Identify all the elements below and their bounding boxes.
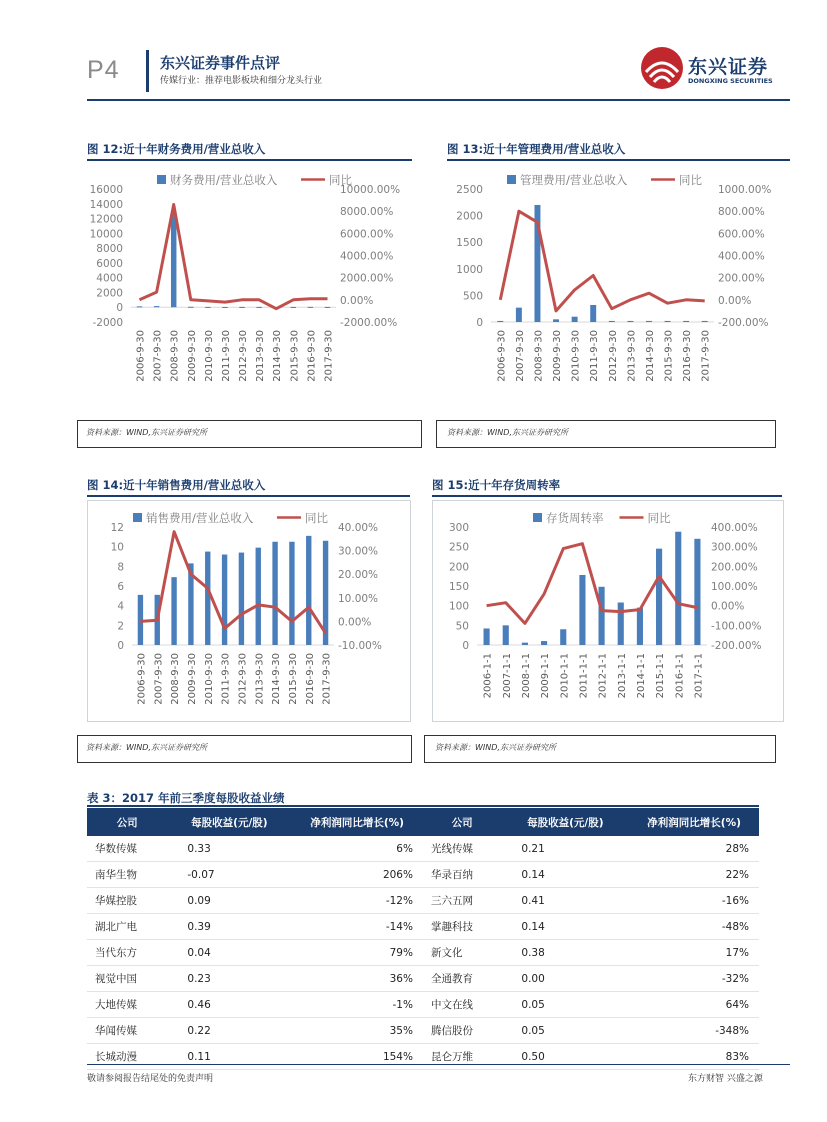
figure-14-source-box (77, 735, 412, 763)
x-tick-label: 2014-1-1 (635, 653, 647, 699)
legend-line-label: 同比 (647, 511, 671, 525)
table-title: 表 3：2017 年前三季度每股收益业绩 (87, 791, 285, 805)
cell-eps: 0.50 (501, 1044, 629, 1070)
header-growth-2: 净利润同比增长(%) (629, 808, 759, 836)
cell-growth: -14% (291, 914, 423, 940)
x-tick-label: 2007-1-1 (501, 653, 513, 699)
x-tick-label: 2007-9-30 (153, 653, 165, 705)
legend-line-label: 同比 (305, 511, 328, 525)
cell-growth: 206% (291, 862, 423, 888)
cell-company: 腾信股份 (423, 1018, 501, 1044)
left-tick-label: 100 (448, 600, 469, 613)
table-row (87, 940, 759, 966)
cell-company: 昆仑万维 (423, 1044, 501, 1070)
x-tick-label: 2017-9-30 (321, 653, 333, 705)
right-tick-label: 4000.00% (340, 250, 394, 263)
bar (239, 307, 244, 308)
x-tick-label: 2012-1-1 (597, 653, 609, 699)
cell-growth: -12% (291, 888, 423, 914)
figure-13-title: 图 13:近十年管理费用/营业总收入 (447, 142, 626, 156)
cell-growth: -348% (629, 1018, 759, 1044)
left-tick-label: 50 (455, 620, 469, 633)
cell-growth: -32% (629, 966, 759, 992)
left-tick-label: 6000 (96, 257, 123, 270)
left-tick-label: 250 (448, 541, 469, 554)
bar (137, 306, 142, 307)
chart-legend (157, 173, 352, 187)
left-tick-label: 4000 (96, 272, 123, 285)
figure-15-source: 资料来源：WIND,东兴证券研究所 (435, 743, 556, 752)
cell-eps: 0.05 (501, 992, 629, 1018)
bar (503, 625, 509, 645)
left-tick-label: 8 (117, 561, 124, 574)
cell-growth: 154% (291, 1044, 423, 1070)
figure-15-source-box (424, 735, 776, 763)
x-tick-label: 2016-9-30 (682, 330, 694, 382)
x-tick-label: 2010-9-30 (570, 330, 582, 382)
legend-bar-label: 存货周转率 (546, 511, 604, 525)
report-title: 东兴证券事件点评 (160, 54, 281, 72)
bar (171, 211, 176, 307)
chart-legend (533, 511, 671, 525)
x-tick-label: 2012-9-30 (238, 330, 250, 382)
table-row (87, 836, 759, 862)
bar (553, 319, 559, 322)
left-tick-label: 0 (476, 317, 483, 329)
chart-legend (133, 511, 328, 525)
cell-eps: 0.41 (501, 888, 629, 914)
cell-company: 新文化 (423, 940, 501, 966)
right-tick-label: 800.00% (718, 206, 765, 219)
figure-12-title: 图 12:近十年财务费用/营业总收入 (87, 142, 266, 156)
figure-12-source-box (77, 420, 422, 448)
bar (609, 321, 615, 322)
bar (541, 641, 547, 645)
table-row (87, 992, 759, 1018)
cell-growth: 28% (629, 836, 759, 862)
figure-14-rule (87, 495, 410, 497)
bar (171, 577, 176, 645)
bar (205, 307, 210, 308)
bar (325, 307, 330, 308)
x-tick-label: 2015-9-30 (289, 330, 301, 382)
cell-growth: 83% (629, 1044, 759, 1070)
logo-name: 东兴证券 (688, 56, 769, 78)
bar (205, 552, 210, 645)
right-tick-label: -100.00% (711, 620, 762, 633)
figure-12-source: 资料来源：WIND,东兴证券研究所 (86, 428, 207, 437)
right-tick-label: 0.00% (340, 294, 374, 307)
x-tick-label: 2007-9-30 (152, 330, 164, 382)
cell-company: 湖北广电 (87, 914, 167, 940)
cell-company: 大地传媒 (87, 992, 167, 1018)
chart-legend (507, 173, 702, 187)
x-tick-label: 2014-9-30 (644, 330, 656, 382)
x-tick-label: 2014-9-30 (271, 653, 283, 705)
x-tick-label: 2008-9-30 (533, 330, 545, 382)
table-row (87, 966, 759, 992)
table-row (87, 888, 759, 914)
right-tick-label: 40.00% (338, 522, 379, 534)
cell-eps: 0.14 (501, 862, 629, 888)
cell-company: 华数传媒 (87, 836, 167, 862)
x-tick-label: 2007-9-30 (514, 330, 526, 382)
x-tick-label: 2010-9-30 (203, 653, 215, 705)
cell-eps: 0.39 (167, 914, 291, 940)
x-tick-label: 2017-9-30 (323, 330, 335, 382)
cell-company: 光线传媒 (423, 836, 501, 862)
legend-bar-label: 财务费用/营业总收入 (170, 173, 278, 187)
x-tick-label: 2016-9-30 (304, 653, 316, 705)
header-growth-1: 净利润同比增长(%) (291, 808, 423, 836)
left-tick-label: 12 (110, 522, 124, 534)
x-tick-label: 2015-9-30 (287, 653, 299, 705)
table-row (87, 914, 759, 940)
cell-company: 视觉中国 (87, 966, 167, 992)
x-tick-label: 2009-1-1 (540, 653, 552, 699)
cell-company: 华媒控股 (87, 888, 167, 914)
x-tick-label: 2011-9-30 (220, 330, 232, 382)
cell-company: 当代东方 (87, 940, 167, 966)
table-row (87, 862, 759, 888)
header-eps-2: 每股收益(元/股) (501, 808, 629, 836)
yoy-line (500, 211, 704, 311)
cell-eps: 0.38 (501, 940, 629, 966)
x-tick-label: 2008-9-30 (170, 653, 182, 705)
right-tick-label: -2000.00% (340, 317, 398, 329)
x-tick-label: 2012-9-30 (237, 653, 249, 705)
footer-rule (87, 1064, 790, 1065)
logo-english: DONGXING SECURITIES (688, 77, 773, 85)
bar (484, 628, 490, 645)
figure-12-chart (87, 163, 412, 400)
header-company-2: 公司 (423, 808, 501, 836)
cell-company: 全通教育 (423, 966, 501, 992)
x-tick-label: 2010-1-1 (559, 653, 571, 699)
x-tick-label: 2008-9-30 (169, 330, 181, 382)
right-tick-label: 8000.00% (340, 206, 394, 219)
bar (665, 321, 671, 322)
left-tick-label: 0 (462, 640, 469, 652)
x-tick-label: 2009-9-30 (186, 330, 198, 382)
table-header-row (87, 808, 759, 836)
left-tick-label: 1000 (456, 263, 483, 276)
left-tick-label: 16000 (89, 184, 123, 196)
header-eps-1: 每股收益(元/股) (167, 808, 291, 836)
figure-13-rule (447, 159, 790, 161)
cell-eps: 0.22 (167, 1018, 291, 1044)
bar (289, 542, 294, 645)
left-tick-label: -2000 (92, 317, 123, 329)
x-tick-label: 2015-1-1 (655, 653, 667, 699)
right-tick-label: 6000.00% (340, 228, 394, 241)
table-row (87, 1018, 759, 1044)
left-tick-label: 6 (117, 581, 124, 593)
bar (308, 307, 313, 308)
legend-bar-label: 管理费用/营业总收入 (520, 173, 628, 187)
right-tick-label: 400.00% (711, 522, 758, 534)
left-tick-label: 2000 (96, 287, 123, 300)
bar (154, 306, 159, 307)
bar (291, 307, 296, 308)
bar (256, 548, 261, 645)
figure-15-frame (432, 500, 784, 722)
left-tick-label: 2 (117, 620, 124, 633)
x-tick-label: 2016-9-30 (306, 330, 318, 382)
figure-14-title: 图 14:近十年销售费用/营业总收入 (87, 478, 266, 492)
cell-growth: 6% (291, 836, 423, 862)
bar (590, 305, 596, 322)
right-tick-label: 0.00% (711, 600, 745, 613)
left-tick-label: 8000 (96, 243, 123, 256)
figure-14-chart (88, 501, 410, 721)
bar (522, 643, 528, 645)
cell-company: 长城动漫 (87, 1044, 167, 1070)
bar (222, 307, 227, 308)
cell-eps: -0.07 (167, 862, 291, 888)
cell-growth: 17% (629, 940, 759, 966)
figure-13-source: 资料来源：WIND,东兴证券研究所 (447, 428, 568, 437)
bar (222, 555, 227, 645)
right-tick-label: -200.00% (711, 640, 762, 652)
left-tick-label: 12000 (89, 213, 123, 226)
figure-15-title: 图 15:近十年存货周转率 (432, 478, 561, 492)
right-tick-label: 0.00% (338, 616, 372, 629)
figure-14-source: 资料来源：WIND,东兴证券研究所 (86, 743, 207, 752)
right-tick-label: 0.00% (718, 294, 752, 307)
cell-company: 三六五网 (423, 888, 501, 914)
right-tick-label: 1000.00% (718, 184, 772, 196)
bar (579, 575, 585, 645)
figure-15-chart (433, 501, 783, 721)
cell-growth: -16% (629, 888, 759, 914)
bar (702, 321, 708, 322)
yoy-line (140, 205, 328, 309)
legend-bar-swatch (133, 513, 142, 522)
cell-eps: 0.00 (501, 966, 629, 992)
x-tick-label: 2006-9-30 (135, 330, 147, 382)
left-tick-label: 500 (462, 290, 483, 303)
left-tick-label: 0 (116, 302, 123, 315)
left-tick-label: 10 (110, 541, 124, 554)
cell-growth: 36% (291, 966, 423, 992)
cell-eps: 0.04 (167, 940, 291, 966)
right-tick-label: -200.00% (718, 317, 769, 329)
bar (637, 608, 643, 645)
figure-12-rule (87, 159, 412, 161)
bar (256, 307, 261, 308)
cell-eps: 0.23 (167, 966, 291, 992)
x-tick-label: 2012-9-30 (607, 330, 619, 382)
x-tick-label: 2011-1-1 (578, 653, 590, 699)
bar (656, 549, 662, 645)
x-tick-label: 2017-9-30 (700, 330, 712, 382)
right-tick-label: 20.00% (338, 569, 379, 582)
right-tick-label: 10.00% (338, 592, 379, 605)
legend-bar-swatch (157, 175, 166, 184)
cell-growth: 64% (629, 992, 759, 1018)
figure-13-chart (447, 163, 790, 400)
page-number: P4 (87, 56, 120, 84)
right-tick-label: 300.00% (711, 541, 758, 554)
table-title-rule (87, 805, 759, 807)
header-company-1: 公司 (87, 808, 167, 836)
bar (599, 587, 605, 645)
legend-line-label: 同比 (679, 173, 702, 187)
right-tick-label: 200.00% (711, 561, 758, 574)
cell-company: 中文在线 (423, 992, 501, 1018)
right-tick-label: 600.00% (718, 228, 765, 241)
x-tick-label: 2013-9-30 (255, 330, 267, 382)
bar (627, 321, 633, 322)
left-tick-label: 10000 (89, 228, 123, 241)
x-tick-label: 2015-9-30 (663, 330, 675, 382)
x-tick-label: 2006-9-30 (136, 653, 148, 705)
left-tick-label: 300 (448, 522, 469, 534)
bar (694, 539, 700, 645)
cell-company: 南华生物 (87, 862, 167, 888)
legend-bar-swatch (533, 513, 542, 522)
table-row (87, 1044, 759, 1070)
bar (272, 542, 277, 645)
right-tick-label: 100.00% (711, 581, 758, 593)
x-tick-label: 2013-9-30 (626, 330, 638, 382)
left-tick-label: 200 (448, 561, 469, 574)
report-subtitle: 传媒行业：推荐电影板块和细分龙头行业 (160, 76, 323, 86)
x-tick-label: 2010-9-30 (203, 330, 215, 382)
x-tick-label: 2009-9-30 (552, 330, 564, 382)
cell-eps: 0.21 (501, 836, 629, 862)
company-logo (640, 46, 790, 90)
cell-growth: 35% (291, 1018, 423, 1044)
cell-eps: 0.46 (167, 992, 291, 1018)
x-tick-label: 2014-9-30 (272, 330, 284, 382)
bar (675, 532, 681, 645)
cell-growth: -48% (629, 914, 759, 940)
x-tick-label: 2016-1-1 (674, 653, 686, 699)
cell-eps: 0.09 (167, 888, 291, 914)
x-tick-label: 2011-9-30 (220, 653, 232, 705)
bar (516, 308, 522, 322)
cell-eps: 0.14 (501, 914, 629, 940)
cell-growth: 22% (629, 862, 759, 888)
x-tick-label: 2006-1-1 (482, 653, 494, 699)
right-tick-label: -10.00% (338, 640, 382, 652)
bar (188, 307, 193, 308)
footer-slogan: 东方财智 兴盛之源 (688, 1074, 763, 1084)
legend-bar-label: 销售费用/营业总收入 (146, 511, 254, 525)
x-tick-label: 2008-1-1 (520, 653, 532, 699)
cell-eps: 0.11 (167, 1044, 291, 1070)
logo-emblem-icon (640, 46, 684, 90)
cell-growth: 79% (291, 940, 423, 966)
header-rule (87, 99, 790, 101)
cell-eps: 0.33 (167, 836, 291, 862)
x-tick-label: 2017-1-1 (693, 653, 705, 699)
cell-growth: -1% (291, 992, 423, 1018)
figure-14-frame (87, 500, 411, 722)
x-tick-label: 2009-9-30 (186, 653, 198, 705)
bar (497, 321, 503, 322)
right-tick-label: 2000.00% (340, 272, 394, 285)
x-tick-label: 2013-9-30 (254, 653, 266, 705)
cell-company: 华录百纳 (423, 862, 501, 888)
cell-eps: 0.05 (501, 1018, 629, 1044)
left-tick-label: 2000 (456, 210, 483, 223)
left-tick-label: 1500 (456, 237, 483, 250)
left-tick-label: 4 (117, 600, 124, 613)
figure-15-rule (432, 495, 782, 497)
bar (683, 321, 689, 322)
bar (306, 536, 311, 645)
bar (646, 321, 652, 322)
bar (560, 629, 566, 645)
legend-line-label: 同比 (329, 173, 352, 187)
footer-disclaimer: 敬请参阅报告结尾处的免责声明 (87, 1074, 214, 1084)
left-tick-label: 2500 (456, 184, 483, 196)
cell-company: 掌趣科技 (423, 914, 501, 940)
x-tick-label: 2013-1-1 (616, 653, 628, 699)
right-tick-label: 400.00% (718, 250, 765, 263)
yoy-line (140, 532, 325, 634)
bar (618, 603, 624, 645)
cell-company: 华闻传媒 (87, 1018, 167, 1044)
header-divider (146, 50, 149, 92)
right-tick-label: 30.00% (338, 545, 379, 558)
legend-bar-swatch (507, 175, 516, 184)
bar (239, 553, 244, 645)
figure-13-source-box (436, 420, 776, 448)
bar (572, 317, 578, 322)
left-tick-label: 150 (448, 581, 469, 593)
right-tick-label: 200.00% (718, 272, 765, 285)
left-tick-label: 0 (117, 640, 124, 652)
x-tick-label: 2006-9-30 (496, 330, 508, 382)
yoy-line (487, 544, 698, 624)
eps-table (87, 808, 759, 1070)
x-tick-label: 2011-9-30 (589, 330, 601, 382)
left-tick-label: 14000 (89, 198, 123, 211)
right-tick-label: 10000.00% (340, 184, 401, 196)
